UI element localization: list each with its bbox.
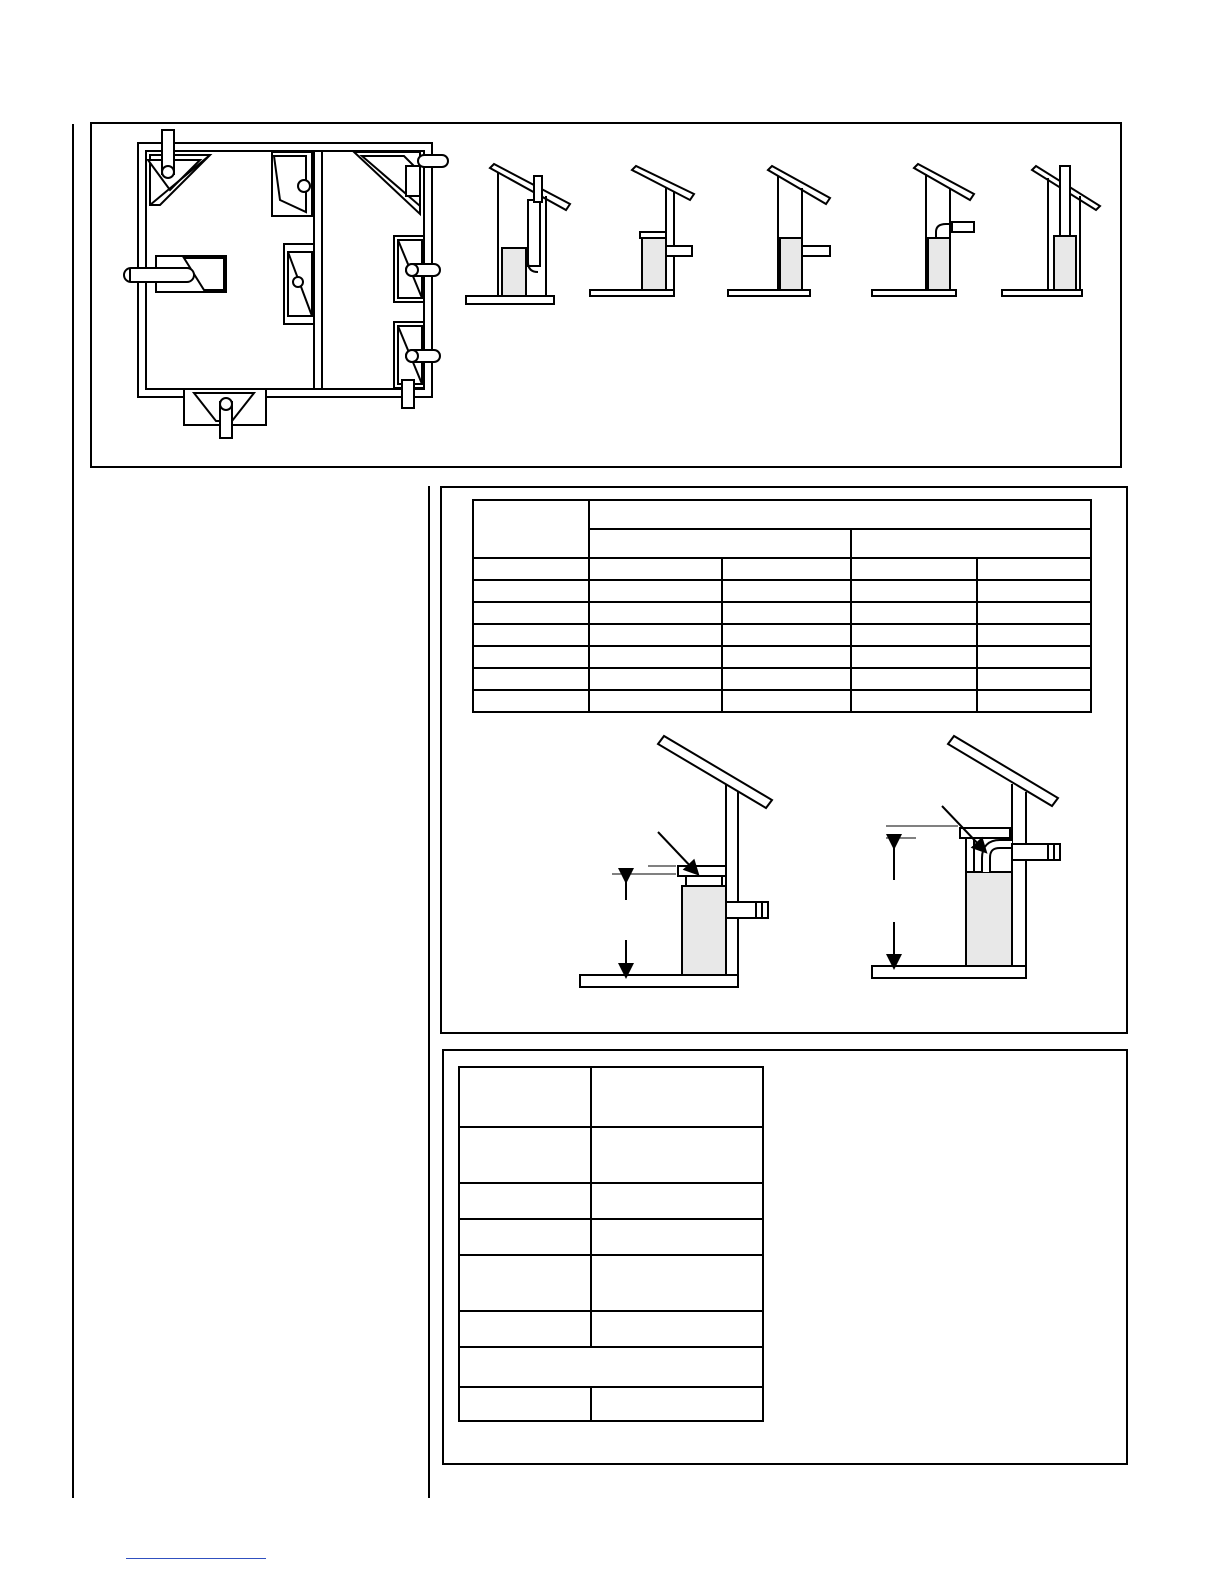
table-row: [459, 1219, 763, 1255]
table-row: [459, 1067, 763, 1127]
table-row: [459, 1183, 763, 1219]
table-row: [459, 1255, 763, 1311]
footer-link[interactable]: [126, 1558, 266, 1559]
spec-table: [458, 1066, 764, 1422]
table-row: [459, 1387, 763, 1421]
table-row: [459, 1347, 763, 1387]
table-row: [459, 1127, 763, 1183]
table-row: [459, 1311, 763, 1347]
